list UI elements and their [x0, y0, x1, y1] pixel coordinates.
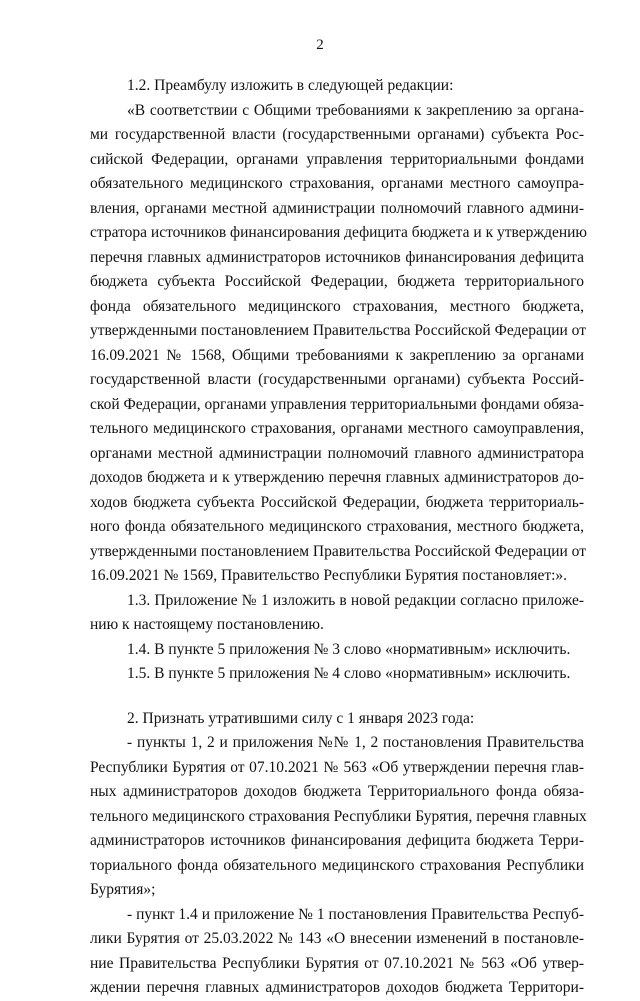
text-line: вления, органами местной администрации полномочий главного админи- [90, 199, 584, 217]
text-line: фонда обязательного медицинского страхования, местного бюджета, [90, 297, 584, 315]
text-line: 1.3. Приложение № 1 изложить в новой редакции согласно приложе- [127, 591, 584, 609]
document-body [90, 74, 587, 1001]
paragraph-1-3 [90, 589, 584, 638]
text-line: Бурятия»; [90, 881, 156, 898]
text-line: стратора источников финансирования дефицита бюджета и к утверждению [90, 224, 587, 241]
paragraph-1-5: 1.5. В пункте 5 приложения № 4 слово «нормативным» исключить. [127, 665, 571, 682]
text-line: 16.09.2021 № 1568, Общими требованиями к закреплению за органами [90, 346, 584, 364]
paragraph-2-heading: 2. Признать утратившими силу с 1 января 2023 года: [127, 709, 475, 727]
page-number: 2 [316, 37, 324, 53]
text-line: ного фонда обязательного медицинского страхования, местного бюджета, [90, 518, 584, 535]
paragraph-1-4: 1.4. В пункте 5 приложения № 3 слово «нормативным» исключить. [127, 640, 571, 658]
text-line: ных администраторов доходов бюджета Территориального фонда обяза- [90, 783, 584, 800]
text-line: государственной власти (государственными органами) субъекта Россий- [90, 371, 584, 388]
paragraph-1-2-quote [90, 99, 587, 589]
text-line: бюджета субъекта Российской Федерации, бюджета территориального [90, 273, 584, 290]
text-line: ние Правительства Республики Бурятия от 07.10.2021 № 563 «Об утвер- [90, 954, 584, 972]
text-line: ми государственной власти (государственными органами) субъекта Рос- [90, 126, 584, 143]
paragraph-2-item-1 [90, 731, 587, 903]
paragraph-gap [90, 687, 584, 707]
text-line: доходов бюджета и к утверждению перечня главных администраторов до- [90, 469, 584, 486]
text-line: органами местной администрации полномочий главного администратора [90, 444, 584, 462]
text-line: нию к настоящему постановлению. [90, 616, 324, 633]
paragraph-2-item-2 [90, 903, 584, 1001]
text-line: тельного медицинского страхования Республики Бурятия, перечня главных [90, 807, 587, 825]
text-line: ской Федерации, органами управления территориальными фондами обяза- [90, 395, 585, 413]
text-line: утвержденными постановлением Правительства Российской Федерации от [90, 542, 586, 560]
text-line: - пункт 1.4 и приложение № 1 постановления Правительства Респуб- [127, 905, 584, 923]
text-line: Республики Бурятия от 07.10.2021 № 563 «Об утверждении перечня глав- [90, 758, 584, 776]
text-line: - пункты 1, 2 и приложения №№ 1, 2 постановления Правительства [127, 734, 584, 751]
text-line: «В соответствии с Общими требованиями к закреплению за органа- [127, 101, 584, 119]
paragraph-1-2-heading: 1.2. Преамбулу изложить в следующей редакции: [127, 77, 454, 94]
text-line: перечня главных администраторов источников финансирования дефицита [90, 248, 584, 266]
text-line: ходов бюджета субъекта Российской Федерации, бюджета территориаль- [90, 493, 584, 511]
text-line: ториального фонда обязательного медицинского страхования Республики [90, 856, 584, 874]
text-line: тельного медицинского страхования, органами местного самоуправления, [90, 420, 584, 437]
text-line: лики Бурятия от 25.03.2022 № 143 «О внесении изменений в постановле- [90, 930, 584, 947]
text-line: администраторов источников финансирования дефицита бюджета Терри- [90, 832, 584, 849]
text-line: утвержденными постановлением Правительства Российской Федерации от [90, 322, 586, 339]
text-line: ждении перечня главных администраторов доходов бюджета Территори- [90, 979, 584, 996]
text-line: сийской Федерации, органами управления территориальными фондами [90, 150, 584, 168]
text-line: обязательного медицинского страхования, органами местного самоупра- [90, 175, 584, 192]
text-line: 16.09.2021 № 1569, Правительство Республики Бурятия постановляет:». [90, 567, 568, 584]
